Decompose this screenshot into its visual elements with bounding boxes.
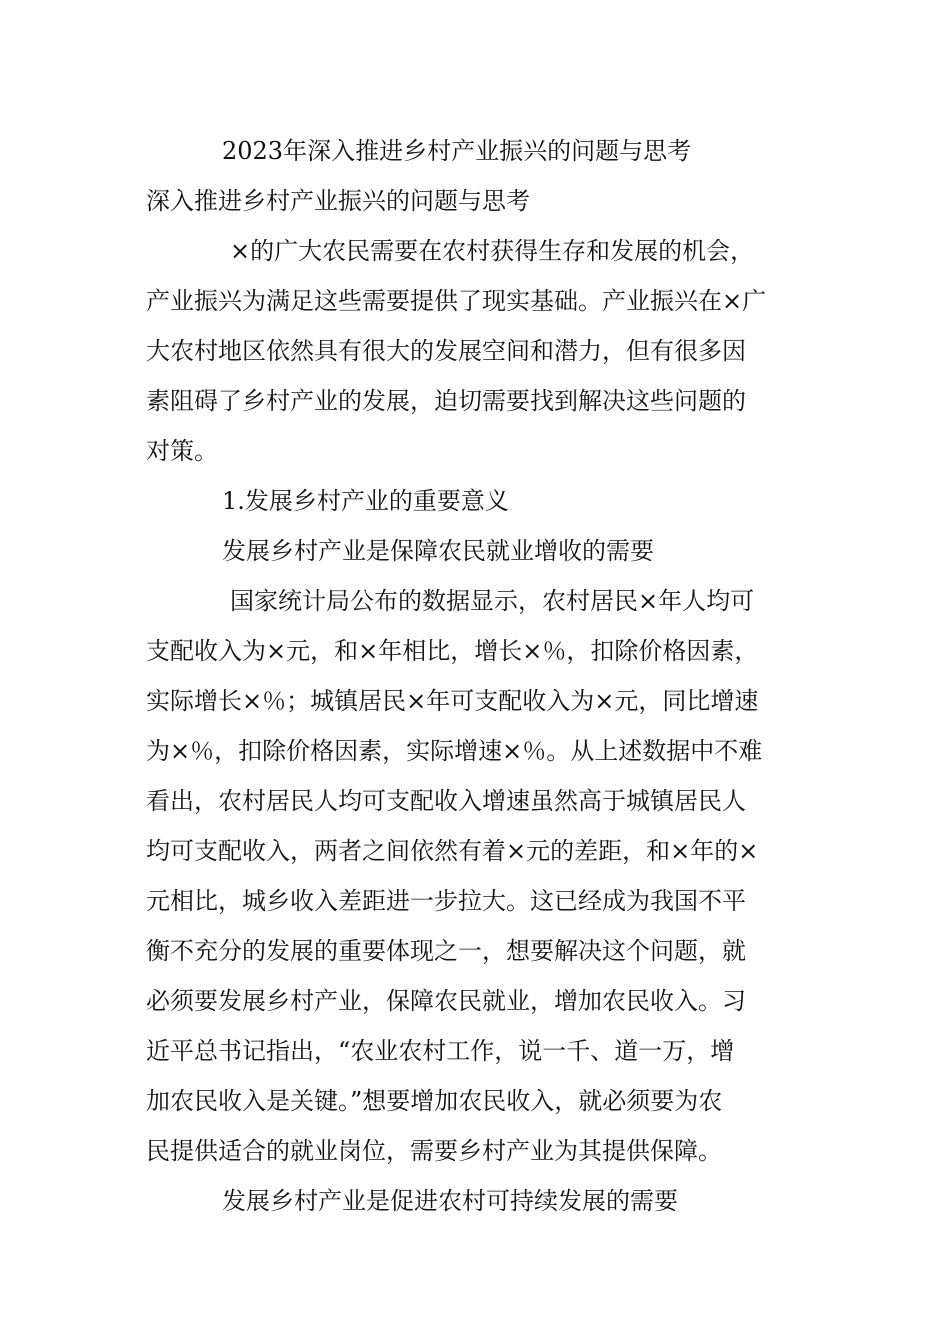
subsection-heading: 发展乡村产业是促进农村可持续发展的需要 <box>222 1187 678 1215</box>
paragraph-line: 元相比，城乡收入差距进一步拉大。这已经成为我国不平 <box>146 887 746 915</box>
paragraph-line: 对策。 <box>146 437 218 465</box>
paragraph-line: 必须要发展乡村产业，保障农民就业，增加农民收入。习 <box>146 987 746 1015</box>
paragraph-line: 看出，农村居民人均可支配收入增速虽然高于城镇居民人 <box>146 787 746 815</box>
paragraph-line: ×的广大农民需要在农村获得生存和发展的机会， <box>230 237 755 265</box>
paragraph-line: 加农民收入是关键。”想要增加农民收入，就必须要为农 <box>146 1087 723 1115</box>
paragraph-line: 均可支配收入，两者之间依然有着×元的差距，和×年的× <box>146 837 759 865</box>
paragraph-line: 国家统计局公布的数据显示，农村居民×年人均可 <box>230 587 755 615</box>
subsection-heading: 发展乡村产业是保障农民就业增收的需要 <box>222 537 654 565</box>
paragraph-line: 素阻碍了乡村产业的发展，迫切需要找到解决这些问题的 <box>146 387 746 415</box>
paragraph-line: 民提供适合的就业岗位，需要乡村产业为其提供保障。 <box>146 1137 722 1165</box>
paragraph-line: 实际增长×％；城镇居民×年可支配收入为×元，同比增速 <box>146 687 759 715</box>
document-title: 2023年深入推进乡村产业振兴的问题与思考 <box>222 137 692 165</box>
paragraph-line: 近平总书记指出，“农业农村工作，说一千、道一万，增 <box>146 1037 735 1065</box>
document-subtitle: 深入推进乡村产业振兴的问题与思考 <box>146 187 530 215</box>
section-heading: 1.发展乡村产业的重要意义 <box>222 487 509 515</box>
paragraph-line: 支配收入为×元，和×年相比，增长×％，扣除价格因素， <box>146 637 759 665</box>
paragraph-line: 产业振兴为满足这些需要提供了现实基础。产业振兴在×广 <box>146 287 767 315</box>
paragraph-line: 大农村地区依然具有很大的发展空间和潜力，但有很多因 <box>146 337 746 365</box>
paragraph-line: 为×％，扣除价格因素，实际增速×％。从上述数据中不难 <box>146 737 763 765</box>
paragraph-line: 衡不充分的发展的重要体现之一，想要解决这个问题，就 <box>146 937 746 965</box>
